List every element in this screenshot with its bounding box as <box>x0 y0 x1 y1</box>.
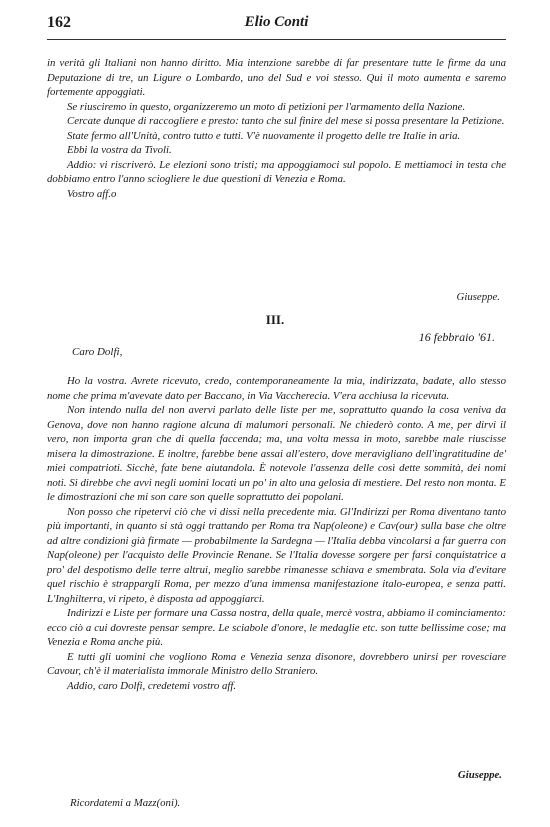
paragraph: Addio, caro Dolfi, credetemi vostro aff. <box>67 679 237 692</box>
page-number: 162 <box>47 14 71 31</box>
paragraph: Non intendo nulla del non avervi parlato delle liste per me, soprattutto quando la cosa veniva da Genova, dove non hanno ragione alcuna di malumori personali. Ne chiederò conto. A me, per dirvi il vero, non importa gran che di quella faccenda; ma, una volta messa in moto, sarebbe male riuscisse misera la dimostrazione. E inoltre, farebbe bene assai all'estero, dove meravigliano dell'ingratitudine de' miei compatrioti. Sicchè, fate bene aiutandola. È notevole l'assenza delle così dette sommità, dei nomi noti. Si direbbe che avvi negli uomini locati un po' in alto una gelosia di mestiere. Del resto non monta. E le dimostrazioni che mi son care son quelle soprattutto dei popolani. <box>47 404 506 503</box>
paragraph: Vostro aff.o <box>67 187 117 200</box>
postscript: Ricordatemi a Mazz(oni). <box>70 797 181 809</box>
paragraph: Ho la vostra. Avrete ricevuto, credo, contemporaneamente la mia, indirizzata, badate, allo stesso nome che prima m'avevate dato per Baccano, in Via Vaccherecia. V'era acchiusa la ricevuta. <box>47 375 506 402</box>
letter-date: 16 febbraio '61. <box>418 330 495 344</box>
paragraph: Indirizzi e Liste per formare una Cassa nostra, della quale, mercè vostra, abbiamo il cominciamento: ecco ciò a cui dovreste pensar sempre. Le sciabole d'onore, le medaglie etc. son tutte bellissime cose; ma Venezia e Roma anche più. <box>47 607 506 648</box>
letter-body <box>47 374 506 693</box>
paragraph: E tutti gli uomini che vogliono Roma e Venezia senza disonore, dovrebbero unirsi per rovesciare Cavour, ch'è il materialista immorale Ministro dello Straniero. <box>47 650 506 677</box>
paragraph: Non posso che ripetervi ciò che vi dissi nella precedente mia. Gl'Indirizzi per Roma diventano tanto più importanti, in quanto si stà oggi trattando per Roma tra Nap(oleone) e Cav(our) sulla base che oltre ad altre condizioni già firmate — probabilmente la Sardegna — l'Italia debba vincolarsi a far guerra con Nap(oleone) per l'acquisto delle Provincie Renane. Se l'Italia dovesse sorgere per farsi conquistatrice a pro' del despotismo delle terre altrui, meglio sarebbe rimanesse schiava e smembrata. Sola via d'evitare quel rischio è strappargli Roma, per mezzo d'una immensa manifestazione italo-europea, e senza patti. L'Inghilterra, vi ripeto, è disposta ad appoggiarci. <box>47 505 506 605</box>
header-rule <box>47 39 506 40</box>
signature: Giuseppe. <box>456 291 500 303</box>
paragraph: Cercate dunque di raccogliere e presto: tanto che sul finire del mese si possa presentare la Petizione. <box>67 115 505 127</box>
paragraph: Ebbi la vostra da Tivoli. <box>67 144 172 156</box>
paragraph: Se riusciremo in questo, organizzeremo un moto di petizioni per l'armamento della Nazione. <box>67 100 466 113</box>
paragraph: in verità gli Italiani non hanno diritto. Mia intenzione sarebbe di far presentare tutte le firme da una Deputazione di tre, un Ligure o Lombardo, uno del Sud e voi stesso. Qui il moto aumenta e saremo fortemente appoggiati. <box>47 57 506 98</box>
letter-number: III. <box>265 312 285 327</box>
page-header <box>47 14 506 38</box>
signature: Giuseppe. <box>457 769 502 781</box>
paragraph: State fermo all'Unità, contro tutto e tutti. V'è nuovamente il progetto delle tre Italie in aria. <box>67 129 461 142</box>
salutation: Caro Dolfi, <box>72 346 123 358</box>
paragraph: Addio: vi riscriverò. Le elezioni sono tristi; ma appoggiamoci sul popolo. E mettiamoci in testa che dobbiamo entro l'anno sciogliere le due questioni di Venezia e Roma. <box>47 158 506 185</box>
running-title: Elio Conti <box>244 14 309 30</box>
previous-letter-text <box>47 56 506 201</box>
